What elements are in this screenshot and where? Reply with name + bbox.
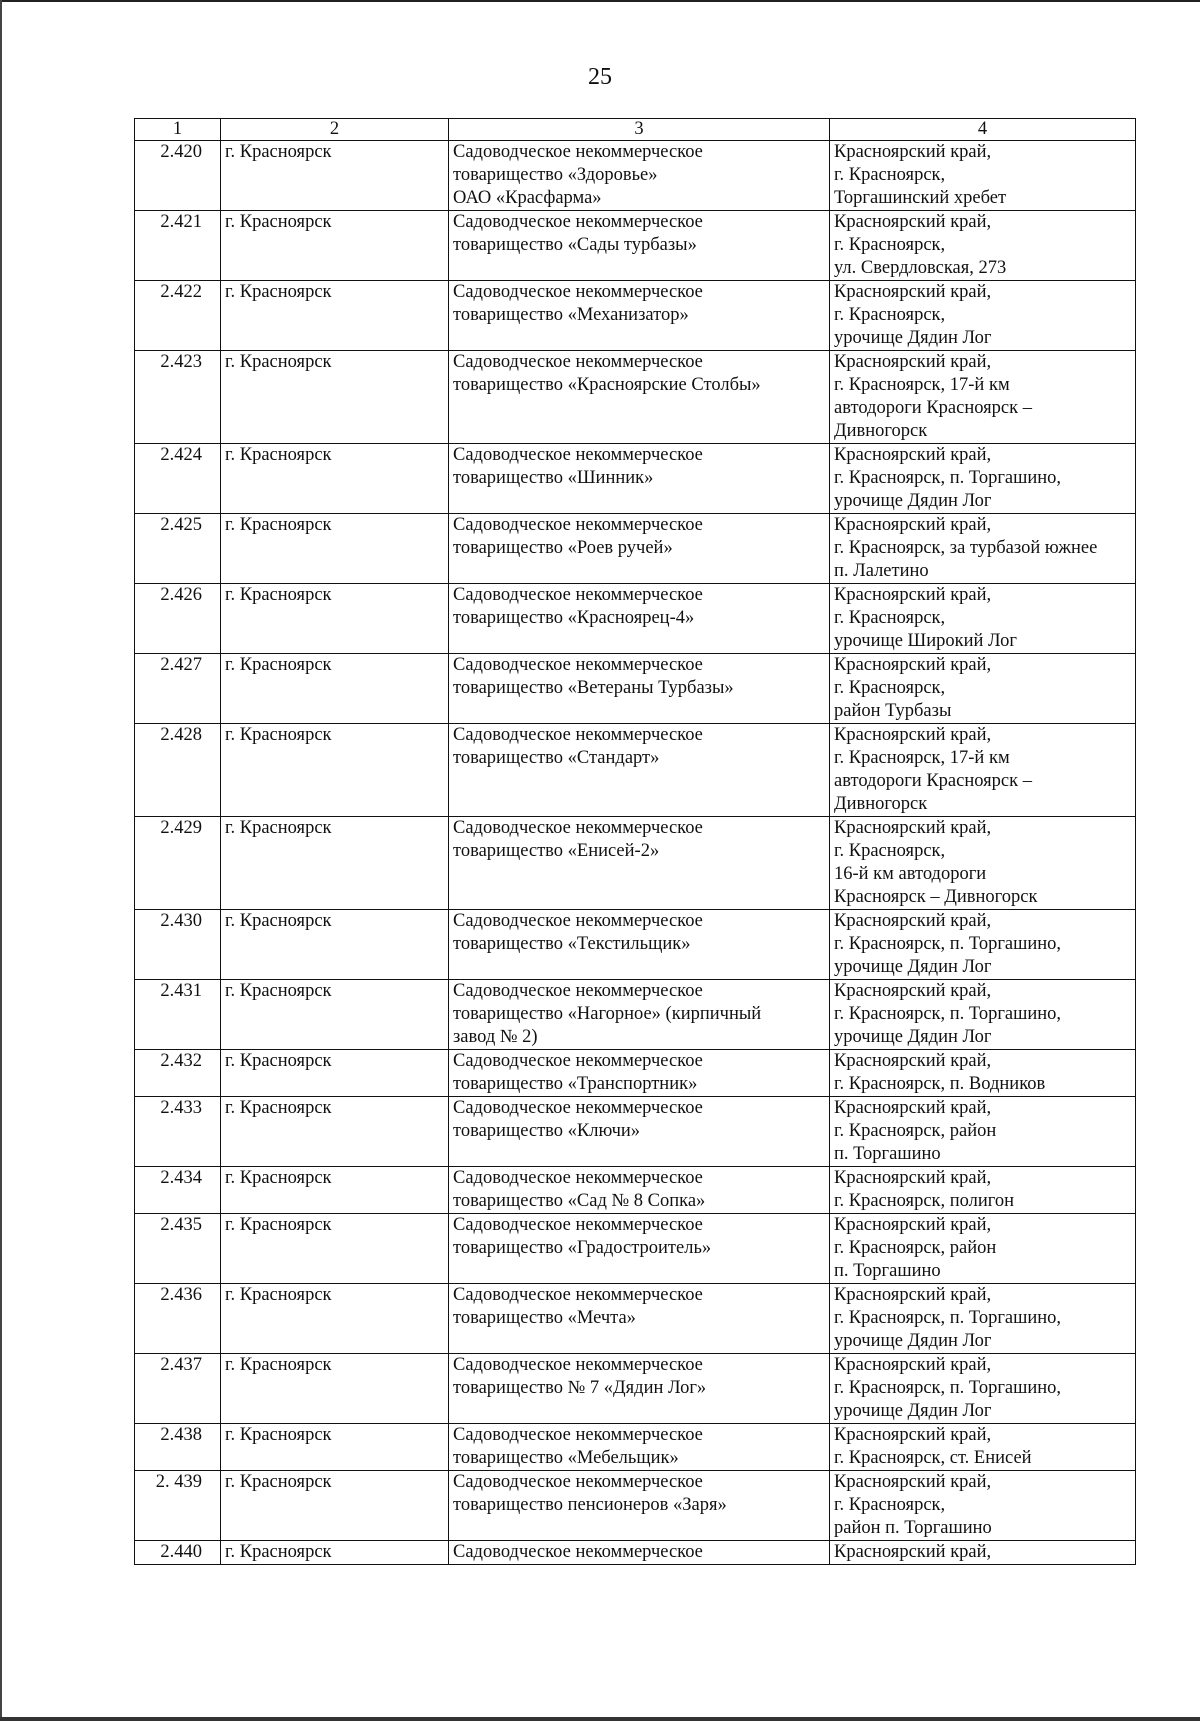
row-number: 2.428 (135, 724, 221, 817)
row-number: 2.440 (135, 1541, 221, 1565)
row-number: 2.425 (135, 514, 221, 584)
row-organization-name: Садоводческое некоммерческое товарищество «Сады турбазы» (449, 211, 830, 281)
table-row (135, 1424, 1136, 1471)
row-number: 2.437 (135, 1354, 221, 1424)
table-row (135, 1214, 1136, 1284)
table-row (135, 211, 1136, 281)
row-city: г. Красноярск (221, 980, 449, 1050)
table-row (135, 724, 1136, 817)
row-number: 2.430 (135, 910, 221, 980)
row-city: г. Красноярск (221, 1214, 449, 1284)
row-address: Красноярский край, г. Красноярск, 17-й км автодороги Красноярск – Дивногорск (830, 724, 1136, 817)
row-city: г. Красноярск (221, 910, 449, 980)
row-number: 2.426 (135, 584, 221, 654)
row-city: г. Красноярск (221, 1050, 449, 1097)
scan-border-left (0, 0, 2, 1721)
table-row (135, 980, 1136, 1050)
table-row (135, 351, 1136, 444)
row-number: 2.421 (135, 211, 221, 281)
row-city: г. Красноярск (221, 724, 449, 817)
row-city: г. Красноярск (221, 1354, 449, 1424)
row-city: г. Красноярск (221, 1167, 449, 1214)
table-header-row (135, 119, 1136, 141)
row-organization-name: Садоводческое некоммерческое товарищество «Механизатор» (449, 281, 830, 351)
column-header-3: 3 (449, 119, 830, 141)
table-row (135, 584, 1136, 654)
table-row (135, 654, 1136, 724)
row-number: 2.420 (135, 141, 221, 211)
table-row (135, 1284, 1136, 1354)
row-organization-name: Садоводческое некоммерческое товарищество «Шинник» (449, 444, 830, 514)
row-city: г. Красноярск (221, 1284, 449, 1354)
row-address: Красноярский край, г. Красноярск, 17-й км автодороги Красноярск – Дивногорск (830, 351, 1136, 444)
row-address: Красноярский край, г. Красноярск, ул. Свердловская, 273 (830, 211, 1136, 281)
table-row (135, 1050, 1136, 1097)
row-number: 2.424 (135, 444, 221, 514)
row-organization-name: Садоводческое некоммерческое товарищество «Градостроитель» (449, 1214, 830, 1284)
row-city: г. Красноярск (221, 351, 449, 444)
row-number: 2. 439 (135, 1471, 221, 1541)
scan-border-bottom (0, 1717, 1200, 1721)
registry-table-body (135, 119, 1136, 1565)
scan-border-top (0, 0, 1200, 2)
page-number: 25 (588, 64, 612, 90)
row-city: г. Красноярск (221, 281, 449, 351)
table-row (135, 281, 1136, 351)
row-organization-name: Садоводческое некоммерческое (449, 1541, 830, 1565)
row-number: 2.434 (135, 1167, 221, 1214)
row-address: Красноярский край, г. Красноярск, район п. Торгашино (830, 1471, 1136, 1541)
row-organization-name: Садоводческое некоммерческое товарищество «Текстильщик» (449, 910, 830, 980)
row-organization-name: Садоводческое некоммерческое товарищество «Красноярские Столбы» (449, 351, 830, 444)
row-number: 2.433 (135, 1097, 221, 1167)
row-city: г. Красноярск (221, 1097, 449, 1167)
row-address: Красноярский край, г. Красноярск, за турбазой южнее п. Лалетино (830, 514, 1136, 584)
row-city: г. Красноярск (221, 584, 449, 654)
row-address: Красноярский край, (830, 1541, 1136, 1565)
table-row (135, 514, 1136, 584)
table-row (135, 817, 1136, 910)
row-number: 2.429 (135, 817, 221, 910)
row-number: 2.438 (135, 1424, 221, 1471)
row-number: 2.423 (135, 351, 221, 444)
row-address: Красноярский край, г. Красноярск, п. Торгашино, урочище Дядин Лог (830, 910, 1136, 980)
table-row (135, 141, 1136, 211)
row-address: Красноярский край, г. Красноярск, район п. Торгашино (830, 1214, 1136, 1284)
row-city: г. Красноярск (221, 654, 449, 724)
column-header-1: 1 (135, 119, 221, 141)
row-organization-name: Садоводческое некоммерческое товарищество «Ключи» (449, 1097, 830, 1167)
table-row (135, 1541, 1136, 1565)
table-row (135, 444, 1136, 514)
row-address: Красноярский край, г. Красноярск, ст. Енисей (830, 1424, 1136, 1471)
row-organization-name: Садоводческое некоммерческое товарищество «Мебельщик» (449, 1424, 830, 1471)
row-organization-name: Садоводческое некоммерческое товарищество «Транспортник» (449, 1050, 830, 1097)
row-address: Красноярский край, г. Красноярск, 16-й км автодороги Красноярск – Дивногорск (830, 817, 1136, 910)
row-number: 2.432 (135, 1050, 221, 1097)
row-organization-name: Садоводческое некоммерческое товарищество «Здоровье» ОАО «Красфарма» (449, 141, 830, 211)
registry-table (134, 118, 1136, 1565)
row-organization-name: Садоводческое некоммерческое товарищество «Красноярец-4» (449, 584, 830, 654)
row-address: Красноярский край, г. Красноярск, п. Торгашино, урочище Дядин Лог (830, 980, 1136, 1050)
table-row (135, 1167, 1136, 1214)
row-organization-name: Садоводческое некоммерческое товарищество «Роев ручей» (449, 514, 830, 584)
row-address: Красноярский край, г. Красноярск, урочище Широкий Лог (830, 584, 1136, 654)
row-number: 2.436 (135, 1284, 221, 1354)
row-address: Красноярский край, г. Красноярск, п. Торгашино, урочище Дядин Лог (830, 444, 1136, 514)
row-address: Красноярский край, г. Красноярск, Торгашинский хребет (830, 141, 1136, 211)
table-row (135, 910, 1136, 980)
row-organization-name: Садоводческое некоммерческое товарищество пенсионеров «Заря» (449, 1471, 830, 1541)
row-organization-name: Садоводческое некоммерческое товарищество «Сад № 8 Сопка» (449, 1167, 830, 1214)
row-city: г. Красноярск (221, 444, 449, 514)
row-address: Красноярский край, г. Красноярск, район Турбазы (830, 654, 1136, 724)
row-city: г. Красноярск (221, 514, 449, 584)
row-organization-name: Садоводческое некоммерческое товарищество «Нагорное» (кирпичный завод № 2) (449, 980, 830, 1050)
row-organization-name: Садоводческое некоммерческое товарищество № 7 «Дядин Лог» (449, 1354, 830, 1424)
row-organization-name: Садоводческое некоммерческое товарищество «Ветераны Турбазы» (449, 654, 830, 724)
column-header-4: 4 (830, 119, 1136, 141)
row-number: 2.435 (135, 1214, 221, 1284)
row-address: Красноярский край, г. Красноярск, п. Торгашино, урочище Дядин Лог (830, 1354, 1136, 1424)
row-organization-name: Садоводческое некоммерческое товарищество «Мечта» (449, 1284, 830, 1354)
row-number: 2.422 (135, 281, 221, 351)
row-address: Красноярский край, г. Красноярск, п. Водников (830, 1050, 1136, 1097)
row-address: Красноярский край, г. Красноярск, урочище Дядин Лог (830, 281, 1136, 351)
table-row (135, 1097, 1136, 1167)
row-number: 2.431 (135, 980, 221, 1050)
row-organization-name: Садоводческое некоммерческое товарищество «Енисей-2» (449, 817, 830, 910)
row-address: Красноярский край, г. Красноярск, полигон (830, 1167, 1136, 1214)
row-address: Красноярский край, г. Красноярск, район п. Торгашино (830, 1097, 1136, 1167)
row-address: Красноярский край, г. Красноярск, п. Торгашино, урочище Дядин Лог (830, 1284, 1136, 1354)
table-row (135, 1354, 1136, 1424)
table-row (135, 1471, 1136, 1541)
row-city: г. Красноярск (221, 1471, 449, 1541)
row-number: 2.427 (135, 654, 221, 724)
row-city: г. Красноярск (221, 1424, 449, 1471)
row-city: г. Красноярск (221, 141, 449, 211)
row-city: г. Красноярск (221, 817, 449, 910)
row-city: г. Красноярск (221, 1541, 449, 1565)
column-header-2: 2 (221, 119, 449, 141)
row-city: г. Красноярск (221, 211, 449, 281)
row-organization-name: Садоводческое некоммерческое товарищество «Стандарт» (449, 724, 830, 817)
